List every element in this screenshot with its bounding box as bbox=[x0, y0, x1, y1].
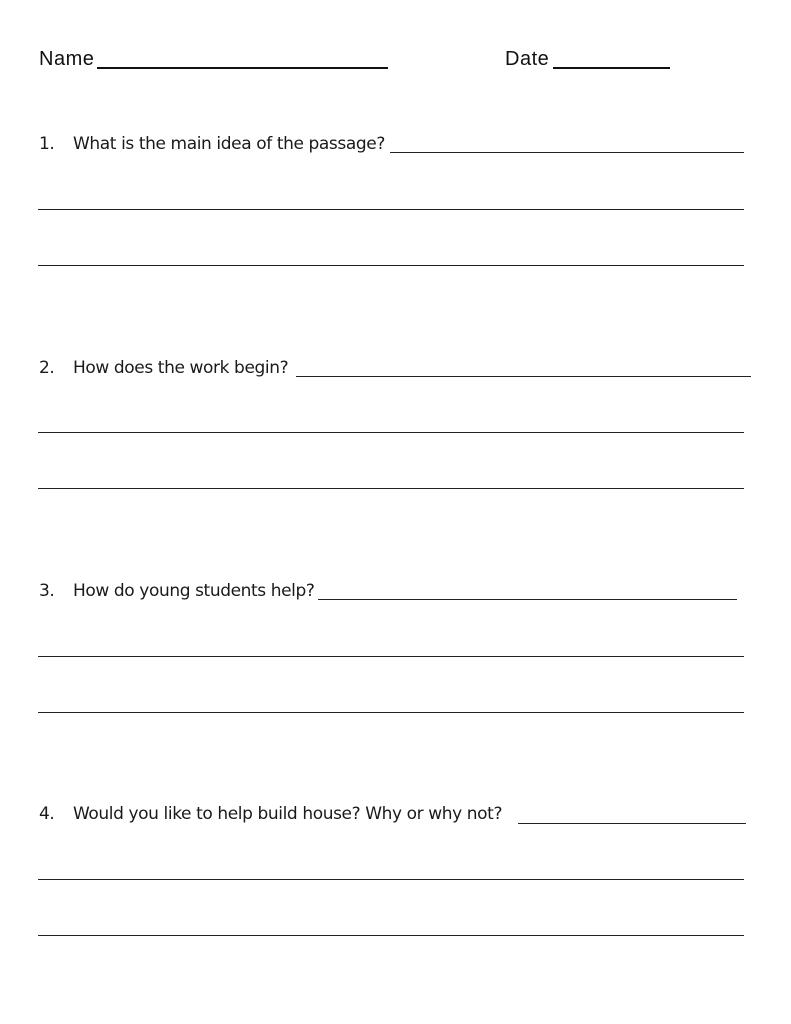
question-text: What is the main idea of the passage? bbox=[73, 134, 385, 154]
answer-line[interactable] bbox=[390, 152, 744, 153]
name-field-line[interactable] bbox=[97, 67, 388, 69]
question-text: How does the work begin? bbox=[73, 358, 289, 378]
answer-line[interactable] bbox=[38, 265, 744, 266]
question-text: How do young students help? bbox=[73, 581, 315, 601]
name-label: Name bbox=[39, 48, 95, 70]
answer-line[interactable] bbox=[518, 823, 746, 824]
answer-line[interactable] bbox=[38, 656, 744, 657]
date-label: Date bbox=[505, 48, 550, 70]
answer-line[interactable] bbox=[38, 432, 744, 433]
question-number: 2. bbox=[39, 358, 55, 378]
question-number: 1. bbox=[39, 134, 55, 154]
question-2 bbox=[39, 357, 288, 379]
answer-line[interactable] bbox=[38, 879, 744, 880]
answer-line[interactable] bbox=[38, 712, 744, 713]
answer-line[interactable] bbox=[296, 376, 751, 377]
question-number: 4. bbox=[39, 804, 55, 824]
question-text: Would you like to help build house? Why or why not? bbox=[73, 804, 503, 824]
question-3 bbox=[39, 580, 315, 602]
answer-line[interactable] bbox=[318, 599, 737, 600]
question-1 bbox=[39, 133, 385, 155]
answer-line[interactable] bbox=[38, 935, 744, 936]
answer-line[interactable] bbox=[38, 488, 744, 489]
date-field-line[interactable] bbox=[553, 67, 670, 69]
question-number: 3. bbox=[39, 581, 55, 601]
answer-line[interactable] bbox=[38, 209, 744, 210]
question-4 bbox=[39, 803, 502, 825]
